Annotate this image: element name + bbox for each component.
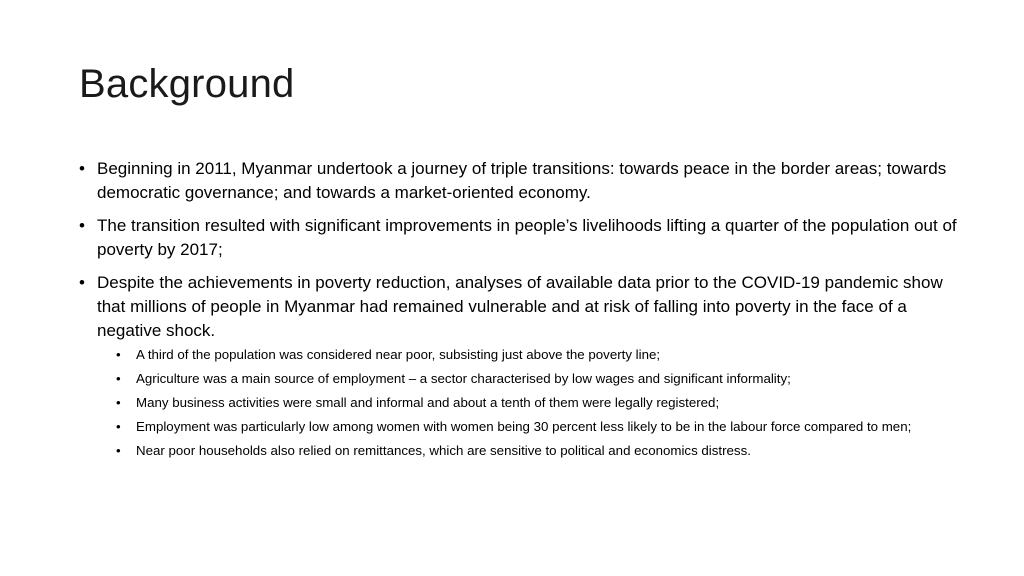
bullet-list — [79, 157, 959, 459]
sub-bullet-item — [97, 346, 959, 363]
slide-title: Background — [79, 62, 295, 106]
sub-bullet-icon: • — [116, 443, 121, 458]
bullet-icon: • — [79, 273, 85, 292]
sub-bullet-text: Agriculture was a main source of employment – a sector characterised by low wages and significant informality; — [136, 371, 791, 386]
bullet-text: Beginning in 2011, Myanmar undertook a journey of triple transitions: towards peace in the border areas; towards democratic governance; and towards a market-oriented economy. — [97, 159, 947, 202]
bullet-text: Despite the achievements in poverty reduction, analyses of available data prior to the COVID-19 pandemic show that millions of people in Myanmar had remained vulnerable and at risk of falling into poverty in the face of a negative shock. — [97, 273, 943, 340]
bullet-item — [79, 157, 959, 205]
sub-bullet-icon: • — [116, 371, 121, 386]
bullet-icon: • — [79, 216, 85, 235]
sub-bullet-text: Near poor households also relied on remittances, which are sensitive to political and economics distress. — [136, 443, 751, 458]
sub-bullet-text: Employment was particularly low among women with women being 30 percent less likely to be in the labour force compared to men; — [136, 419, 912, 434]
sub-bullet-list — [97, 346, 959, 459]
sub-bullet-item — [97, 442, 959, 459]
slide-body — [79, 157, 959, 468]
bullet-text: The transition resulted with significant improvements in people’s livelihoods lifting a quarter of the population out of poverty by 2017; — [97, 216, 957, 259]
sub-bullet-text: A third of the population was considered near poor, subsisting just above the poverty line; — [136, 347, 661, 362]
sub-bullet-text: Many business activities were small and informal and about a tenth of them were legally registered; — [136, 395, 720, 410]
sub-bullet-icon: • — [116, 419, 121, 434]
sub-bullet-icon: • — [116, 347, 121, 362]
bullet-item — [79, 214, 959, 262]
sub-bullet-icon: • — [116, 395, 121, 410]
sub-bullet-item — [97, 370, 959, 387]
sub-bullet-item — [97, 394, 959, 411]
sub-bullet-item — [97, 418, 959, 435]
bullet-item — [79, 271, 959, 459]
bullet-icon: • — [79, 159, 85, 178]
